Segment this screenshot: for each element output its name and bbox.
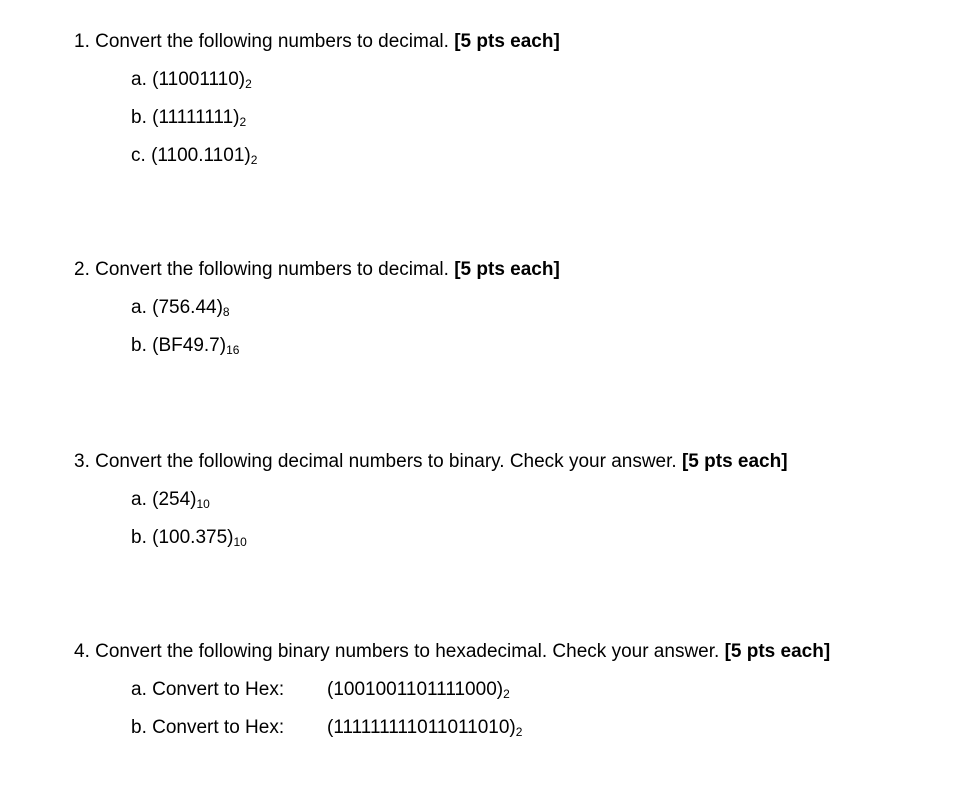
question-4-prompt — [74, 640, 830, 664]
question-number: 4. — [74, 641, 90, 662]
item-1b — [131, 106, 560, 130]
question-3-prompt — [74, 450, 788, 474]
item-value: (1100.1101) — [151, 145, 251, 166]
item-4b — [131, 716, 830, 740]
item-4a — [131, 678, 830, 702]
question-3-items — [131, 488, 788, 550]
item-base: 8 — [222, 305, 230, 319]
item-base: 2 — [515, 725, 523, 739]
question-points: [5 pts each] — [681, 451, 788, 472]
item-label: a. — [131, 489, 147, 510]
item-value: (11001110) — [152, 69, 246, 90]
item-base: 2 — [245, 77, 252, 91]
item-label: a. — [131, 297, 147, 318]
question-2-prompt — [74, 258, 560, 282]
item-label: b. — [131, 107, 147, 128]
question-2-items — [131, 296, 560, 358]
item-base: 16 — [226, 343, 240, 357]
item-2b — [131, 334, 560, 358]
item-3b — [131, 526, 788, 550]
question-text: Convert the following decimal numbers to binary. Check your answer. — [95, 451, 677, 472]
item-value: (1001001101111000) — [327, 679, 504, 700]
question-number: 3. — [74, 451, 90, 472]
item-value: (111111111011011010) — [327, 717, 516, 738]
item-label: a. — [131, 69, 147, 90]
question-points: [5 pts each] — [454, 259, 560, 280]
question-2 — [74, 258, 560, 358]
item-value: (100.375) — [152, 527, 234, 548]
item-label: a. Convert to Hex: — [131, 679, 285, 700]
question-4-items — [131, 678, 830, 740]
item-label: b. — [131, 335, 147, 356]
question-1-prompt — [74, 30, 560, 54]
item-value: (254) — [152, 489, 197, 510]
question-text: Convert the following numbers to decimal. — [95, 259, 449, 280]
item-base: 2 — [250, 153, 258, 167]
question-1 — [74, 30, 560, 168]
item-1c — [131, 144, 560, 168]
question-1-items — [131, 68, 560, 168]
question-3 — [74, 450, 788, 550]
question-text: Convert the following numbers to decimal. — [95, 31, 449, 52]
question-points: [5 pts each] — [724, 641, 831, 662]
question-points: [5 pts each] — [454, 31, 560, 52]
item-value: (11111111) — [152, 107, 240, 128]
item-label: b. Convert to Hex: — [131, 717, 285, 738]
item-3a — [131, 488, 788, 512]
question-number: 2. — [74, 259, 90, 280]
item-value: (756.44) — [152, 297, 223, 318]
item-base: 10 — [233, 535, 247, 549]
question-4 — [74, 640, 830, 740]
question-number: 1. — [74, 31, 90, 52]
item-label: c. — [131, 145, 146, 166]
item-base: 10 — [196, 497, 210, 511]
item-1a — [131, 68, 560, 92]
item-value: (BF49.7) — [152, 335, 227, 356]
item-base: 2 — [503, 687, 510, 701]
question-text: Convert the following binary numbers to hexadecimal. Check your answer. — [95, 641, 720, 662]
item-base: 2 — [239, 115, 247, 129]
item-2a — [131, 296, 560, 320]
item-label: b. — [131, 527, 147, 548]
